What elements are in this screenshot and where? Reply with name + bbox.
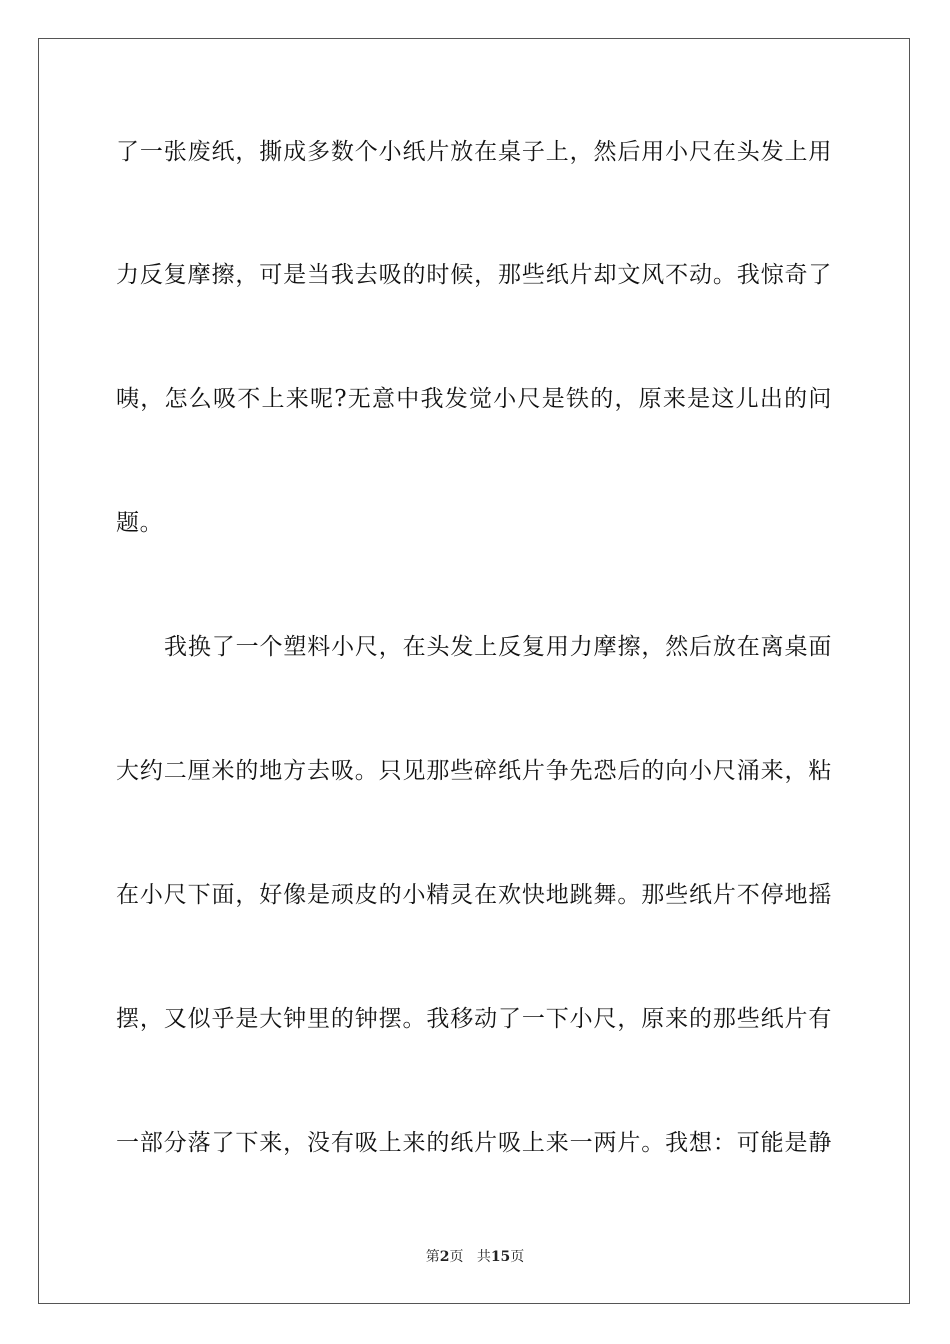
body-text-line: 大约二厘米的地方去吸。只见那些碎纸片争先恐后的向小尺涌来，粘: [116, 758, 832, 784]
total-prefix: 共: [476, 1249, 491, 1265]
body-text-line: 摆，又似乎是大钟里的钟摆。我移动了一下小尺，原来的那些纸片有: [116, 1006, 832, 1032]
current-page-number: 2: [439, 1249, 450, 1265]
page-prefix: 第: [425, 1249, 440, 1265]
body-text-line: 力反复摩擦，可是当我去吸的时候，那些纸片却文风不动。我惊奇了: [116, 262, 832, 288]
paragraph-first-line: 我换了一个塑料小尺，在头发上反复用力摩擦，然后放在离桌面: [164, 634, 832, 660]
page-border: [38, 38, 910, 1304]
page-footer: [0, 1248, 950, 1266]
total-suffix: 页: [510, 1249, 525, 1265]
body-text-line: 在小尺下面，好像是顽皮的小精灵在欢快地跳舞。那些纸片不停地摇: [116, 882, 832, 908]
body-text-line: 了一张废纸，撕成多数个小纸片放在桌子上，然后用小尺在头发上用: [116, 139, 832, 165]
body-text-line: 题。: [116, 510, 164, 536]
page-suffix: 页: [449, 1249, 464, 1265]
total-pages-number: 15: [490, 1249, 511, 1265]
body-text-line: 咦，怎么吸不上来呢?无意中我发觉小尺是铁的，原来是这儿出的问: [116, 386, 832, 412]
body-text-line: 一部分落了下来，没有吸上来的纸片吸上来一两片。我想：可能是静: [116, 1130, 832, 1156]
